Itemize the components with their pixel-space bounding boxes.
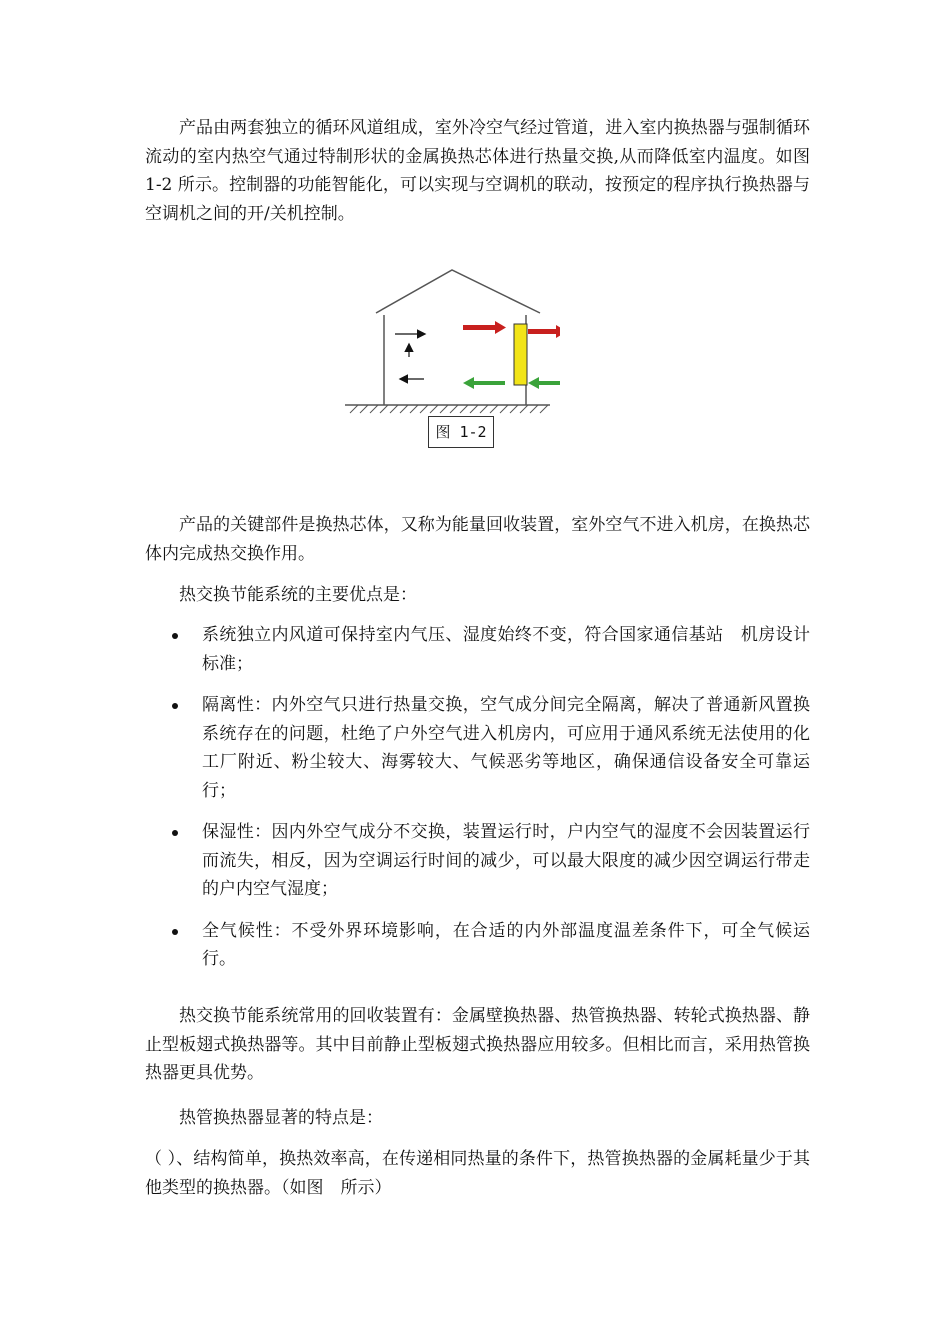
bullet-icon: [172, 633, 178, 639]
heat-exchanger-core: [514, 324, 527, 385]
recovery-devices-paragraph: 热交换节能系统常用的回收装置有：金属壁换热器、热管换热器、转轮式换热器、静止型板翅式换热器等。其中目前静止型板翅式换热器应用较多。但相比而言，采用热管换热器更具优势。: [145, 1006, 810, 1083]
bullet-icon: [172, 703, 178, 709]
list-item: 保湿性：因内外空气成分不交换，装置运行时，户内空气的湿度不会因装置运行而流失，相反，因为空调运行时间的减少，可以最大限度的减少因空调运行带走的户内空气湿度；: [145, 818, 810, 904]
advantages-list: [145, 621, 810, 987]
feature-item-paragraph: （ ）、结构简单，换热效率高，在传递相同热量的条件下，热管换热器的金属耗量少于其他类型的换热器。（如图 所示）: [145, 1149, 810, 1198]
list-item: 系统独立内风道可保持室内气压、湿度始终不变，符合国家通信基站 机房设计标准；: [145, 621, 810, 678]
bullet-icon: [172, 929, 178, 935]
cold-air-arrow-outer-icon: [528, 377, 560, 389]
list-item: 全气候性：不受外界环境影响，在合适的内外部温度温差条件下，可全气候运行。: [145, 917, 810, 974]
advantages-heading: 热交换节能系统的主要优点是：: [179, 585, 417, 605]
hot-air-arrow-outer-icon: [528, 325, 560, 338]
key-component-paragraph: 产品的关键部件是换热芯体，又称为能量回收装置，室外空气不进入机房，在换热芯体内完成热交换作用。: [145, 515, 810, 564]
figure-caption: 图 1-2: [428, 416, 494, 448]
hot-air-arrow-inner-icon: [463, 321, 506, 334]
list-item: 隔离性：内外空气只进行热量交换，空气成分间完全隔离，解决了普通新风置换系统存在的问题，杜绝了户外空气进入机房内，可应用于通风系统无法使用的化工厂附近、粉尘较大、海雾较大、气候恶劣等地区，确保通信设备安全可靠运行；: [145, 691, 810, 805]
cold-air-arrow-inner-icon: [463, 377, 505, 389]
intro-paragraph: 产品由两套独立的循环风道组成，室外冷空气经过管道，进入室内换热器与强制循环流动的室内热空气通过特制形状的金属换热芯体进行热量交换,从而降低室内温度。如图 1-2 所示。控制器的功能智能化，可以实现与空调机的联动，按预定的程序执行换热器与空调机之间的开/关机控制。: [145, 118, 810, 224]
heat-pipe-features-heading: 热管换热器显著的特点是：: [179, 1108, 383, 1128]
house-roof: [376, 270, 540, 313]
bullet-icon: [172, 830, 178, 836]
ground-hatching: [350, 405, 548, 413]
